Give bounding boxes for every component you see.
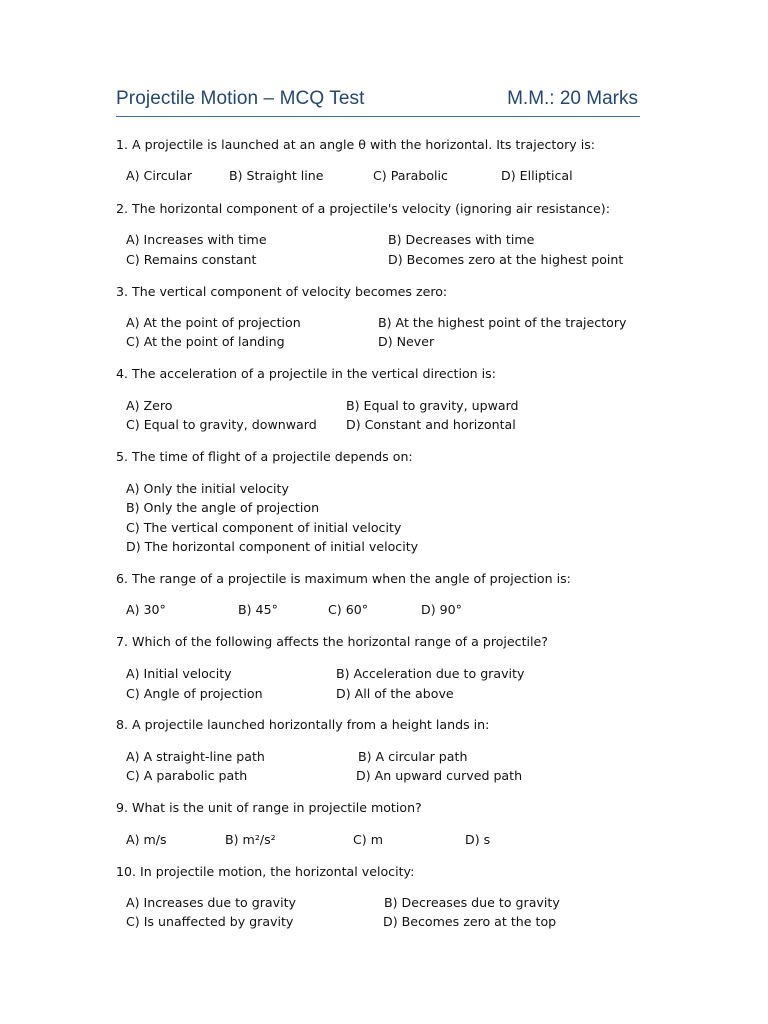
max-marks: M.M.: 20 Marks [507, 88, 638, 109]
question-9: 9. What is the unit of range in projectile motion? [116, 800, 422, 815]
question-5: 5. The time of flight of a projectile depends on: [116, 449, 413, 464]
q10-option-c: C) Is unaffected by gravity [126, 914, 294, 929]
q2-option-b: B) Decreases with time [388, 232, 535, 247]
q5-option-d: D) The horizontal component of initial velocity [126, 539, 419, 554]
q6-option-b: B) 45° [238, 602, 278, 617]
test-title: Projectile Motion – MCQ Test [116, 88, 365, 109]
question-3: 3. The vertical component of velocity becomes zero: [116, 284, 448, 299]
q10-option-d: D) Becomes zero at the top [383, 914, 557, 929]
question-7: 7. Which of the following affects the horizontal range of a projectile? [116, 634, 548, 649]
question-10: 10. In projectile motion, the horizontal velocity: [116, 864, 415, 879]
q7-option-b: B) Acceleration due to gravity [336, 666, 525, 681]
q1-option-c: C) Parabolic [373, 168, 448, 183]
q8-option-d: D) An upward curved path [356, 768, 523, 783]
q1-option-d: D) Elliptical [501, 168, 573, 183]
q8-option-c: C) A parabolic path [126, 768, 248, 783]
question-6: 6. The range of a projectile is maximum when the angle of projection is: [116, 571, 571, 586]
q3-option-b: B) At the highest point of the trajectory [378, 315, 627, 330]
q5-option-c: C) The vertical component of initial velocity [126, 520, 402, 535]
q3-option-d: D) Never [378, 334, 435, 349]
q9-option-a: A) m/s [126, 832, 167, 847]
q5-option-a: A) Only the initial velocity [126, 481, 289, 496]
q10-option-b: B) Decreases due to gravity [384, 895, 560, 910]
q9-option-c: C) m [353, 832, 383, 847]
q3-option-a: A) At the point of projection [126, 315, 301, 330]
q8-option-b: B) A circular path [358, 749, 468, 764]
question-1: 1. A projectile is launched at an angle θ with the horizontal. Its trajectory is: [116, 137, 596, 152]
question-4: 4. The acceleration of a projectile in the vertical direction is: [116, 366, 496, 381]
q6-option-c: C) 60° [328, 602, 369, 617]
q10-option-a: A) Increases due to gravity [126, 895, 296, 910]
q3-option-c: C) At the point of landing [126, 334, 285, 349]
q7-option-a: A) Initial velocity [126, 666, 232, 681]
q2-option-d: D) Becomes zero at the highest point [388, 252, 624, 267]
q1-option-a: A) Circular [126, 168, 193, 183]
q4-option-a: A) Zero [126, 398, 173, 413]
q4-option-b: B) Equal to gravity, upward [346, 398, 519, 413]
q8-option-a: A) A straight-line path [126, 749, 265, 764]
q5-option-b: B) Only the angle of projection [126, 500, 320, 515]
q6-option-d: D) 90° [421, 602, 462, 617]
q2-option-a: A) Increases with time [126, 232, 267, 247]
q1-option-b: B) Straight line [229, 168, 324, 183]
question-2: 2. The horizontal component of a projectile's velocity (ignoring air resistance): [116, 201, 610, 216]
q7-option-c: C) Angle of projection [126, 686, 263, 701]
q4-option-d: D) Constant and horizontal [346, 417, 516, 432]
question-8: 8. A projectile launched horizontally from a height lands in: [116, 717, 490, 732]
q2-option-c: C) Remains constant [126, 252, 257, 267]
q9-option-d: D) s [465, 832, 491, 847]
q9-option-b: B) m²/s² [225, 832, 276, 847]
q6-option-a: A) 30° [126, 602, 166, 617]
test-header [116, 88, 640, 117]
q7-option-d: D) All of the above [336, 686, 454, 701]
q4-option-c: C) Equal to gravity, downward [126, 417, 317, 432]
